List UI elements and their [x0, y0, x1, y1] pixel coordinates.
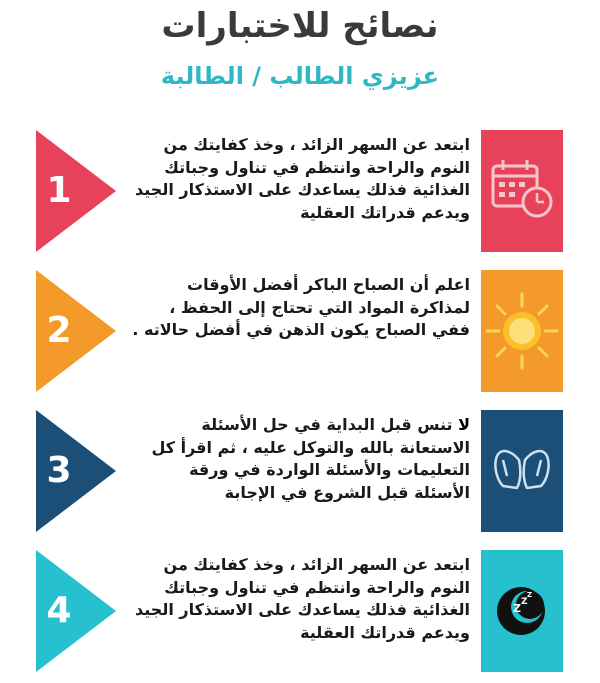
- tip-body-3: تنس قبل البداية في حل الأسئلة الاستعانة بالله والتوكل عليه ، ثم اقرأ كل التعليمات والأسئلة الواردة في ورقة الأسئلة قبل الشروع في الإجابة: [151, 415, 470, 502]
- tip-row-2: [0, 270, 600, 392]
- svg-text:Z: Z: [527, 591, 533, 599]
- tip-body-4: ابتعد عن السهر الزائد ، وخذ كفايتك من النوم والراحة وانتظم في تناول وجباتك الغذائية فذلك يساعدك على الاستذكار الجيد ويدعم قدراتك العقلية: [135, 555, 470, 642]
- tip-text-2: [132, 274, 470, 342]
- praying-hands-icon: [481, 410, 563, 532]
- tip-row-3: [0, 410, 600, 532]
- tip-number-4: 4: [46, 590, 72, 631]
- page-subtitle: عزيزي الطالب / الطالبة: [160, 62, 440, 90]
- tip-text-1: [132, 134, 470, 224]
- moon-sleep-icon: [481, 550, 563, 672]
- tip-number-3: 3: [46, 450, 72, 491]
- tip-text-3: [132, 414, 470, 504]
- svg-text:Z: Z: [521, 597, 528, 607]
- calendar-clock-icon: [481, 130, 563, 252]
- tip-row-1: [0, 130, 600, 252]
- tip-icon-box-1: [481, 130, 563, 252]
- tip-row-4: [0, 550, 600, 672]
- tip-icon-box-3: [481, 410, 563, 532]
- page-title: نصائح للاختبارات: [161, 6, 439, 46]
- sun-icon: [481, 270, 563, 392]
- tip-icon-box-4: [481, 550, 563, 672]
- svg-text:Z: Z: [513, 602, 521, 615]
- tip-text-4: [132, 554, 470, 644]
- tip-body-2: اعلم أن الصباح الباكر أفضل الأوقات لمذاكرة المواد التي تحتاج إلى الحفظ ، ففي الصباح يكون الذهن في أفضل حالاته .: [132, 275, 470, 339]
- tip-icon-box-2: [481, 270, 563, 392]
- tip-number-2: 2: [46, 310, 72, 351]
- tip-body-1: ابتعد عن السهر الزائد ، وخذ كفايتك من النوم والراحة وانتظم في تناول وجباتك الغذائية فذلك يساعدك على الاستذكار الجيد ويدعم قدراتك العقلية: [135, 135, 470, 222]
- tip-lead-3: لا: [458, 415, 470, 434]
- tip-number-1: 1: [46, 170, 72, 211]
